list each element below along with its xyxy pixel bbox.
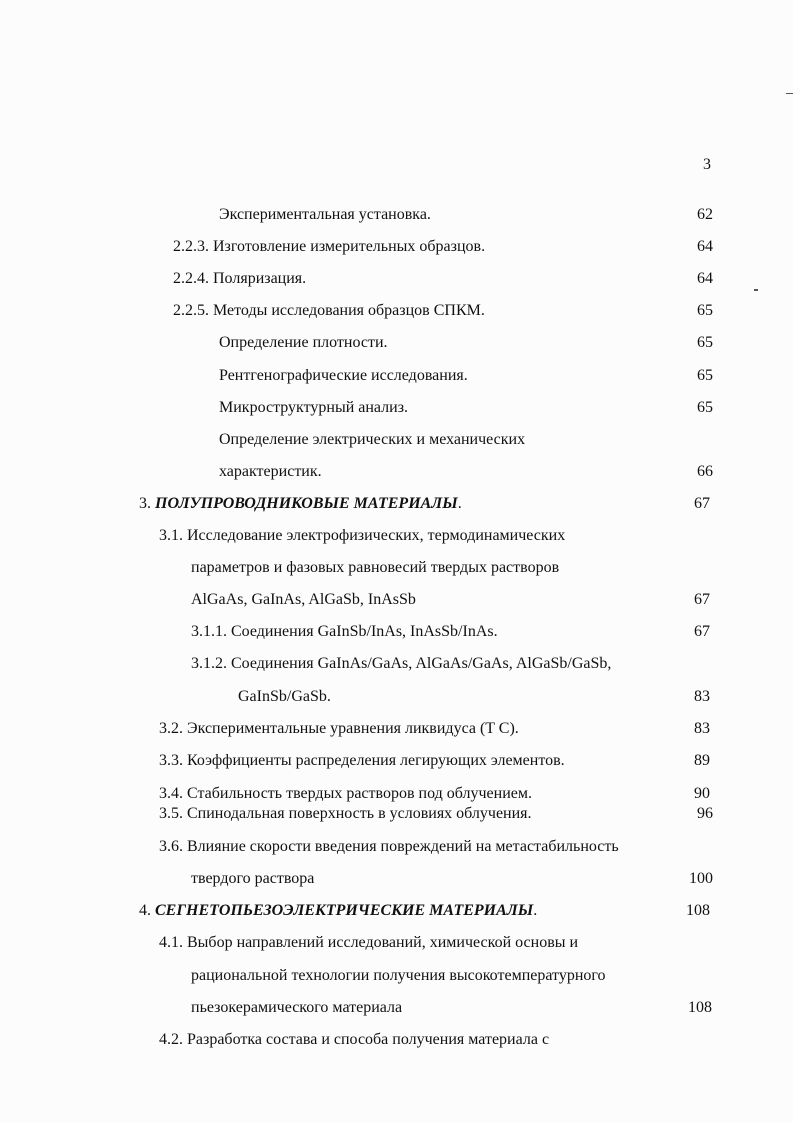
scan-mark-mid (754, 289, 758, 291)
toc-entry-page: 65 (697, 334, 713, 351)
chapter-heading (139, 494, 462, 514)
toc-entry-label: 3.4. Стабильность твердых растворов под облучением. (159, 785, 532, 802)
toc-entry-label: Определение плотности. (219, 334, 388, 351)
toc-entry-label: AlGaAs, GaInAs, AlGaSb, InAsSb (191, 591, 416, 608)
toc-entry-label: GaInSb/GaSb. (238, 688, 331, 705)
toc-entry-label: 3.1.2. Соединения GaInAs/GaAs, AlGaAs/GaAs, AlGaSb/GaSb, (191, 655, 612, 672)
toc-entry-label: пьезокерамического материала (191, 999, 403, 1016)
toc-entry-label: 3.2. Экспериментальные уравнения ликвидуса (T C). (159, 720, 519, 737)
toc-entry-page: 62 (697, 206, 713, 223)
chapter-trailing-dot: . (533, 902, 538, 919)
toc-entry-page: 67 (694, 495, 710, 512)
toc-entry-label: параметров и фазовых равновесий твердых растворов (191, 559, 560, 576)
toc-entry-page: 65 (697, 302, 713, 319)
toc-entry-label: 3.5. Спинодальная поверхность в условиях облучения. (159, 805, 532, 822)
toc-entry-page: 108 (686, 902, 710, 919)
toc-entry-page: 67 (694, 591, 710, 608)
toc-entry-label: 3.6. Влияние скорости введения повреждений на метастабильность (159, 838, 619, 855)
toc-entry-label: 2.2.4. Поляризация. (173, 270, 307, 287)
toc-entry-label: 3.3. Коэффициенты распределения легирующих элементов. (159, 752, 565, 769)
chapter-trailing-dot: . (457, 495, 462, 512)
toc-entry-label: 3.1.1. Соединения GaInSb/InAs, InAsSb/InAs. (191, 623, 498, 640)
toc-entry-page: 83 (694, 688, 710, 705)
chapter-title: ПОЛУПРОВОДНИКОВЫЕ МАТЕРИАЛЫ (155, 495, 458, 512)
chapter-number: 4. (139, 902, 151, 919)
toc-entry-page: 96 (697, 805, 713, 822)
toc-entry-label: Рентгенографические исследования. (219, 367, 468, 384)
chapter-title: СЕГНЕТОПЬЕЗОЭЛЕКТРИЧЕСКИЕ МАТЕРИАЛЫ (155, 902, 534, 919)
toc-entry-label: характеристик. (219, 463, 322, 480)
page-number: 3 (703, 156, 711, 173)
toc-entry-page: 108 (688, 999, 712, 1016)
toc-entry-page: 67 (694, 623, 710, 640)
chapter-number: 3. (139, 495, 151, 512)
toc-entry-page: 89 (694, 752, 710, 769)
toc-entry-label: 2.2.5. Методы исследования образцов СПКМ. (173, 302, 485, 319)
toc-entry-page: 64 (697, 238, 713, 255)
toc-entry-label: 4.2. Разработка состава и способа получения материала с (159, 1031, 550, 1048)
toc-entry-page: 83 (694, 720, 710, 737)
toc-entry-page: 90 (694, 785, 710, 802)
toc-entry-label: Экспериментальная установка. (219, 206, 431, 223)
toc-entry-label: 2.2.3. Изготовление измерительных образцов. (173, 238, 486, 255)
toc-entry-label: 4.1. Выбор направлений исследований, химической основы и (159, 934, 579, 951)
toc-entry-page: 66 (697, 463, 713, 480)
toc-entry-page: 65 (697, 367, 713, 384)
scan-mark-top (786, 93, 793, 94)
toc-entry-label: рациональной технологии получения высокотемпературного (191, 967, 606, 984)
toc-entry-page: 64 (697, 270, 713, 287)
toc-entry-label: Микроструктурный анализ. (219, 399, 409, 416)
toc-entry-page: 65 (697, 399, 713, 416)
toc-entry-page: 100 (689, 870, 713, 887)
chapter-heading (139, 901, 537, 921)
toc-entry-label: твердого раствора (191, 870, 315, 887)
toc-entry-label: 3.1. Исследование электрофизических, термодинамических (159, 527, 566, 544)
toc-entry-label: Определение электрических и механических (219, 431, 526, 448)
